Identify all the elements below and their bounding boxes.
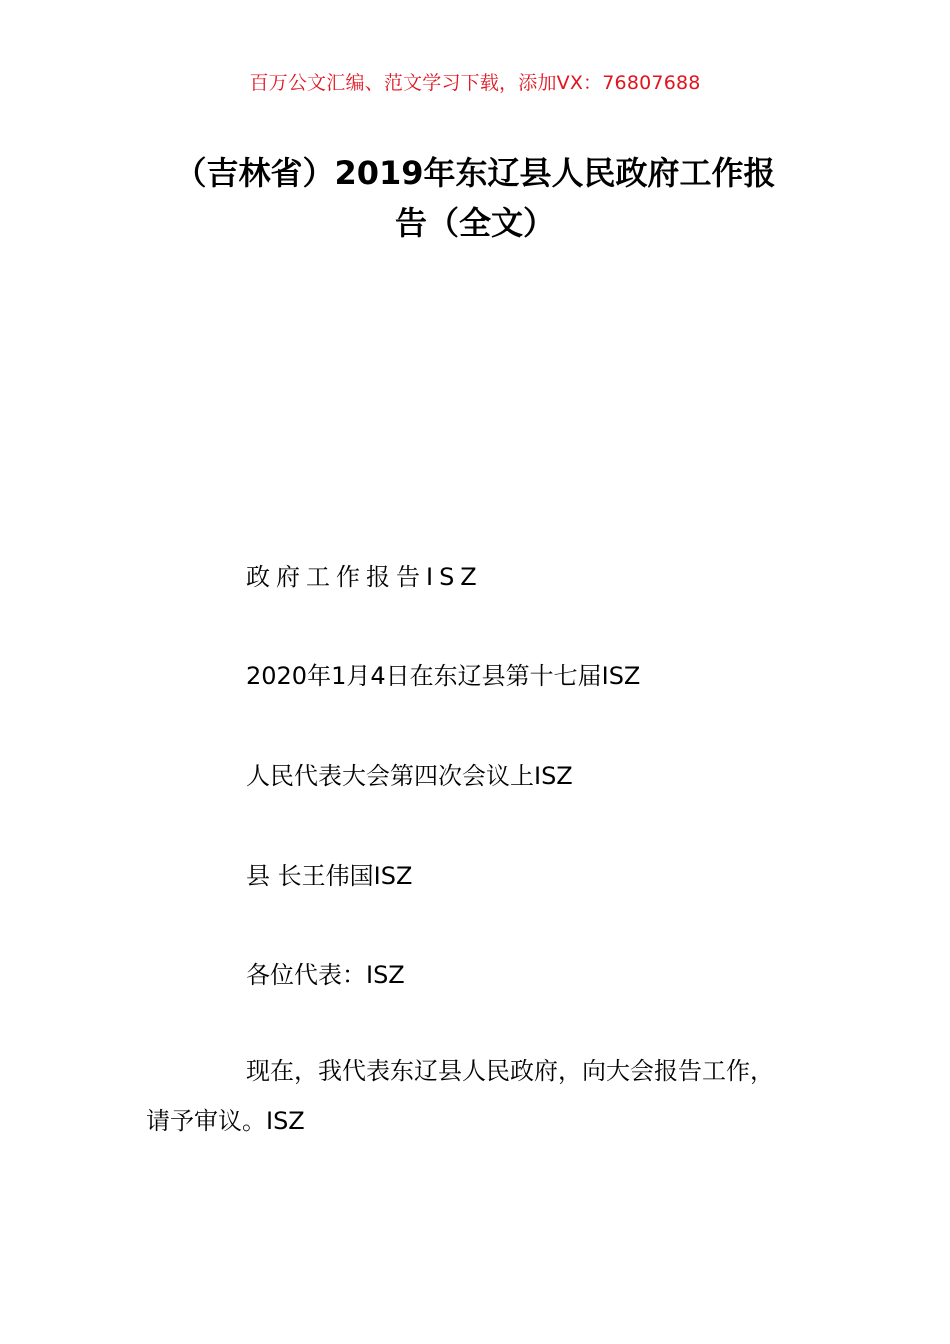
salutation: 各位代表：ISZ <box>246 961 405 989</box>
document-title-line-2: 告（全文） <box>394 204 555 242</box>
opening-paragraph <box>146 1046 836 1146</box>
meeting-date: 2020年1月4日在东辽县第十七届ISZ <box>246 662 641 690</box>
promo-banner: 百万公文汇编、范文学习下载，添加VX：76807688 <box>249 72 701 94</box>
report-heading: 政府工作报告ISZ <box>246 563 483 591</box>
paragraph-line-2: 请予审议。ISZ <box>146 1107 305 1135</box>
speaker-name: 县 长王伟国ISZ <box>246 862 413 890</box>
paragraph-line-1: 现在，我代表东辽县人民政府，向大会报告工作， <box>246 1057 774 1085</box>
document-title-line-1: （吉林省）2019年东辽县人民政府工作报 <box>174 154 776 192</box>
meeting-name: 人民代表大会第四次会议上ISZ <box>246 762 573 790</box>
